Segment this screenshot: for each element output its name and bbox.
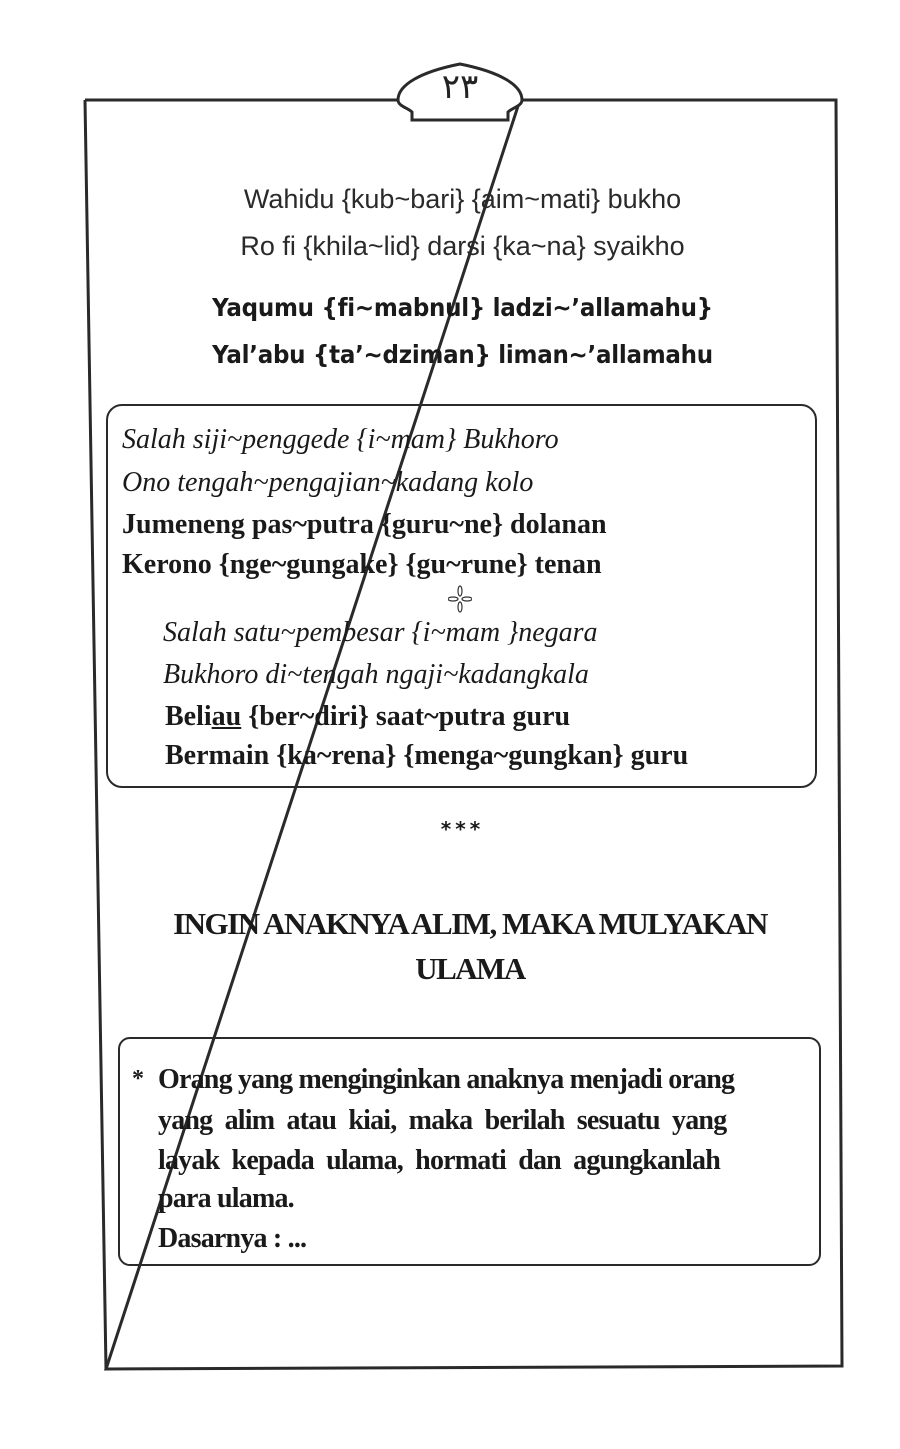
note-line: Orang yang menginginkan anaknya menjadi orang [158,1064,735,1095]
javanese-line: Ono tengah~pengajian~kadang kolo [122,467,534,498]
javanese-line: Kerono {nge~gungake} {gu~rune} tenan [122,549,602,580]
verse-bold-line: Yaqumu {fi~mabnul} ladzi~’allamahu} [212,293,713,322]
note-line: Dasarnya : ... [158,1223,307,1254]
javanese-line: Jumeneng pas~putra {guru~ne} dolanan [122,509,607,540]
section-heading: ULAMA [415,951,525,986]
note-bullet: * [132,1066,144,1092]
indonesian-line [165,701,570,733]
note-line: yang alim atau kiai, maka berilah sesuatu yang [158,1105,727,1136]
indonesian-line-prefix: Beli [165,701,212,732]
section-heading: INGIN ANAKNYA ALIM, MAKA MULYAKAN [173,906,767,941]
floral-ornament-icon [448,585,472,613]
indonesian-line: Salah satu~pembesar {i~mam }negara [163,617,598,648]
section-separator: *** [440,817,485,841]
indonesian-line-suffix: {ber~diri} saat~putra guru [241,701,571,732]
verse-line: Wahidu {kub~bari} {aim~mati} bukho [243,184,682,214]
indonesian-line-underlined: au [211,701,242,732]
note-line: layak kepada ulama, hormati dan agungkanlah [158,1145,720,1176]
indonesian-line: Bermain {ka~rena} {menga~gungkan} guru [165,740,689,771]
indonesian-line: Bukhoro di~tengah ngaji~kadangkala [163,659,589,690]
note-line: para ulama. [158,1183,294,1214]
page-number: ٢٣ [441,67,479,107]
javanese-line: Salah siji~penggede {i~mam} Bukhoro [122,424,559,455]
verse-bold-line: Yal’abu {ta’~dziman} liman~’allamahu [212,340,713,369]
verse-line: Ro fi {khila~lid} darsi {ka~na} syaikho [240,231,685,261]
